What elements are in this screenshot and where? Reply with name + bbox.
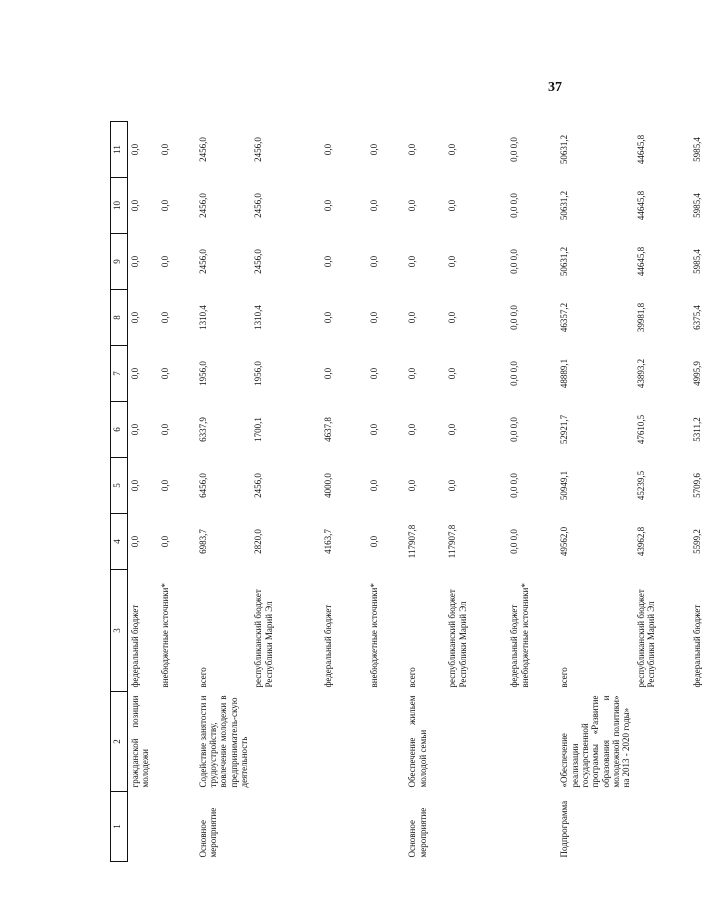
- value-cell: 4995,9: [691, 361, 702, 386]
- value-cell: 50631,2: [559, 190, 570, 221]
- value-cell: 0,0: [447, 311, 458, 324]
- row-title-cell: Обеспечение жильем молодой семьи: [407, 695, 428, 788]
- value-cell: 0,0: [130, 143, 140, 156]
- table-row: [128, 122, 158, 862]
- value-cell: 0,0: [369, 535, 380, 548]
- value-cell: 0,0: [369, 199, 380, 212]
- row-type-cell: [321, 792, 367, 862]
- value-cell: 4163,7: [323, 529, 334, 554]
- funding-source-cell: федеральный бюджет: [130, 604, 140, 688]
- table-row: [158, 122, 196, 862]
- table-row: [445, 122, 507, 862]
- value-cell: 2456,0: [253, 249, 264, 274]
- value-cell: 5599,2: [691, 529, 702, 554]
- value-cell: 2456,0: [197, 193, 208, 218]
- value-cell: 0,0: [407, 199, 418, 212]
- value-cell: 6337,9: [197, 417, 208, 442]
- table-row: [507, 122, 557, 862]
- col-header: 3: [111, 570, 128, 692]
- value-cell: 0,0: [407, 143, 418, 156]
- row-title-cell: [158, 692, 196, 792]
- value-cell: 2456,0: [253, 193, 264, 218]
- row-title-cell: [445, 692, 507, 792]
- value-cell: 5985,4: [691, 193, 702, 218]
- value-cell: 0,0: [323, 255, 334, 268]
- col-header: 2: [111, 692, 128, 792]
- value-cell: 0,0: [159, 199, 170, 212]
- value-cell: 0,0 0,0: [509, 361, 520, 386]
- value-cell: 0,0: [323, 199, 334, 212]
- value-cell: 1956,0: [197, 361, 208, 386]
- value-cell: 0,0: [407, 311, 418, 324]
- value-cell: 0,0: [130, 311, 140, 324]
- col-header: 1: [111, 792, 128, 862]
- funding-source-cell: республиканский бюджет Республики Марий Эл: [447, 589, 468, 688]
- col-header: 11: [111, 122, 128, 178]
- row-type-cell: [128, 792, 158, 862]
- col-header: 6: [111, 402, 128, 458]
- value-cell: 5311,2: [691, 417, 702, 442]
- value-cell: 0,0: [159, 535, 170, 548]
- value-cell: 0,0: [130, 535, 140, 548]
- value-cell: 0,0: [369, 479, 380, 492]
- value-cell: 6983,7: [197, 529, 208, 554]
- value-cell: 0,0: [447, 143, 458, 156]
- table-row: [321, 122, 367, 862]
- value-cell: 52921,7: [559, 414, 570, 445]
- value-cell: 2456,0: [197, 137, 208, 162]
- value-cell: 0,0 0,0: [509, 249, 520, 274]
- row-title-cell: [367, 692, 405, 792]
- value-cell: 2820,0: [253, 529, 264, 554]
- row-type-cell: Подпрограмма: [559, 800, 570, 858]
- value-cell: 50631,2: [559, 246, 570, 277]
- funding-source-cell: республиканский бюджет Республики Марий Эл: [635, 589, 656, 688]
- row-type-cell: Основное мероприятие: [407, 807, 428, 858]
- row-type-cell: [507, 792, 557, 862]
- value-cell: 0,0: [447, 423, 458, 436]
- value-cell: 0,0: [369, 311, 380, 324]
- value-cell: 0,0 0,0: [509, 529, 520, 554]
- value-cell: 0,0: [369, 143, 380, 156]
- value-cell: 0,0: [159, 479, 170, 492]
- value-cell: 44645,8: [635, 246, 646, 277]
- value-cell: 0,0: [130, 479, 140, 492]
- value-cell: 47610,5: [635, 414, 646, 445]
- value-cell: 1956,0: [253, 361, 264, 386]
- value-cell: 1310,4: [197, 305, 208, 330]
- value-cell: 44645,8: [635, 134, 646, 165]
- funding-source-cell: внебюджетные источники*: [369, 583, 380, 688]
- value-cell: 0,0: [323, 367, 334, 380]
- col-header: 8: [111, 290, 128, 346]
- value-cell: 5985,4: [691, 249, 702, 274]
- value-cell: 0,0: [159, 143, 170, 156]
- value-cell: 43893,2: [635, 358, 646, 389]
- value-cell: 0,0: [323, 311, 334, 324]
- value-cell: 2456,0: [197, 249, 208, 274]
- value-cell: 5985,4: [691, 137, 702, 162]
- row-type-cell: [367, 792, 405, 862]
- value-cell: 43962,8: [635, 526, 646, 557]
- value-cell: 0,0: [159, 367, 170, 380]
- value-cell: 0,0: [130, 423, 140, 436]
- value-cell: 0,0: [130, 255, 140, 268]
- value-cell: 1310,4: [253, 305, 264, 330]
- table-row: [367, 122, 405, 862]
- value-cell: 39981,8: [635, 302, 646, 333]
- value-cell: 48889,1: [559, 358, 570, 389]
- header-row: [111, 122, 128, 862]
- value-cell: 0,0: [130, 199, 140, 212]
- value-cell: 0,0: [447, 367, 458, 380]
- row-title-cell: гражданской позиции молодежи: [130, 695, 151, 788]
- value-cell: 49562,0: [559, 526, 570, 557]
- table-body: [128, 122, 726, 862]
- rotated-page: [110, 122, 702, 862]
- value-cell: 0,0 0,0: [509, 473, 520, 498]
- row-type-cell: [690, 792, 726, 862]
- table-row: [196, 122, 252, 862]
- row-type-cell: [445, 792, 507, 862]
- value-cell: 0,0: [159, 311, 170, 324]
- value-cell: 0,0: [407, 367, 418, 380]
- funding-source-cell: всего: [407, 667, 418, 688]
- value-cell: 117907,8: [447, 524, 458, 559]
- value-cell: 0,0: [407, 479, 418, 492]
- row-type-cell: Основное мероприятие: [197, 807, 218, 858]
- budget-table: [110, 121, 726, 862]
- funding-source-cell: внебюджетные источники*: [159, 583, 170, 688]
- page-number: 37: [548, 80, 562, 95]
- row-title-cell: «Обеспечение реализации государственной программы «Развитие образования и молодежной политики» на 2013 - 2020 годы»: [559, 695, 632, 788]
- table-row: [251, 122, 321, 862]
- value-cell: 2456,0: [253, 473, 264, 498]
- value-cell: 0,0: [323, 143, 334, 156]
- row-type-cell: [158, 792, 196, 862]
- col-header: 10: [111, 178, 128, 234]
- row-title-cell: [690, 692, 726, 792]
- value-cell: 0,0: [407, 423, 418, 436]
- col-header: 9: [111, 234, 128, 290]
- value-cell: 0,0: [159, 255, 170, 268]
- row-title-cell: [634, 692, 690, 792]
- table-row: [405, 122, 445, 862]
- value-cell: 0,0: [130, 367, 140, 380]
- value-cell: 2456,0: [253, 137, 264, 162]
- funding-source-cell: федеральный бюджет: [323, 604, 334, 688]
- value-cell: 45239,5: [635, 470, 646, 501]
- row-title-cell: Содействие занятости и трудоустройству, вовлечение молодежи в предприниматель-скую деятельность: [197, 695, 249, 788]
- value-cell: 0,0 0,0: [509, 305, 520, 330]
- value-cell: 50631,2: [559, 134, 570, 165]
- value-cell: 0,0: [369, 367, 380, 380]
- value-cell: 4637,8: [323, 417, 334, 442]
- value-cell: 6375,4: [691, 305, 702, 330]
- table-row: [690, 122, 726, 862]
- table-row: [634, 122, 690, 862]
- value-cell: 5709,6: [691, 473, 702, 498]
- row-type-cell: [251, 792, 321, 862]
- funding-source-cell: федеральный бюджет внебюджетные источники*: [509, 583, 530, 688]
- value-cell: 0,0: [159, 423, 170, 436]
- col-header: 5: [111, 458, 128, 514]
- value-cell: 117907,8: [407, 524, 418, 559]
- value-cell: 50949,1: [559, 470, 570, 501]
- row-type-cell: [634, 792, 690, 862]
- value-cell: 0,0 0,0: [509, 137, 520, 162]
- value-cell: 44645,8: [635, 190, 646, 221]
- value-cell: 0,0: [369, 255, 380, 268]
- row-title-cell: [251, 692, 321, 792]
- value-cell: 0,0: [407, 255, 418, 268]
- col-header: 7: [111, 346, 128, 402]
- funding-source-cell: всего: [559, 667, 570, 688]
- value-cell: 0,0 0,0: [509, 193, 520, 218]
- col-header: 4: [111, 514, 128, 570]
- value-cell: 0,0: [447, 199, 458, 212]
- value-cell: 0,0: [447, 255, 458, 268]
- funding-source-cell: республиканский бюджет Республики Марий Эл: [253, 589, 274, 688]
- funding-source-cell: всего: [197, 667, 208, 688]
- value-cell: 1700,1: [253, 417, 264, 442]
- funding-source-cell: федеральный бюджет: [691, 604, 702, 688]
- row-title-cell: [321, 692, 367, 792]
- value-cell: 4000,0: [323, 473, 334, 498]
- value-cell: 0,0 0,0: [509, 417, 520, 442]
- value-cell: 0,0: [447, 479, 458, 492]
- value-cell: 6456,0: [197, 473, 208, 498]
- value-cell: 46357,2: [559, 302, 570, 333]
- value-cell: 0,0: [369, 423, 380, 436]
- row-title-cell: [507, 692, 557, 792]
- table-row: [557, 122, 633, 862]
